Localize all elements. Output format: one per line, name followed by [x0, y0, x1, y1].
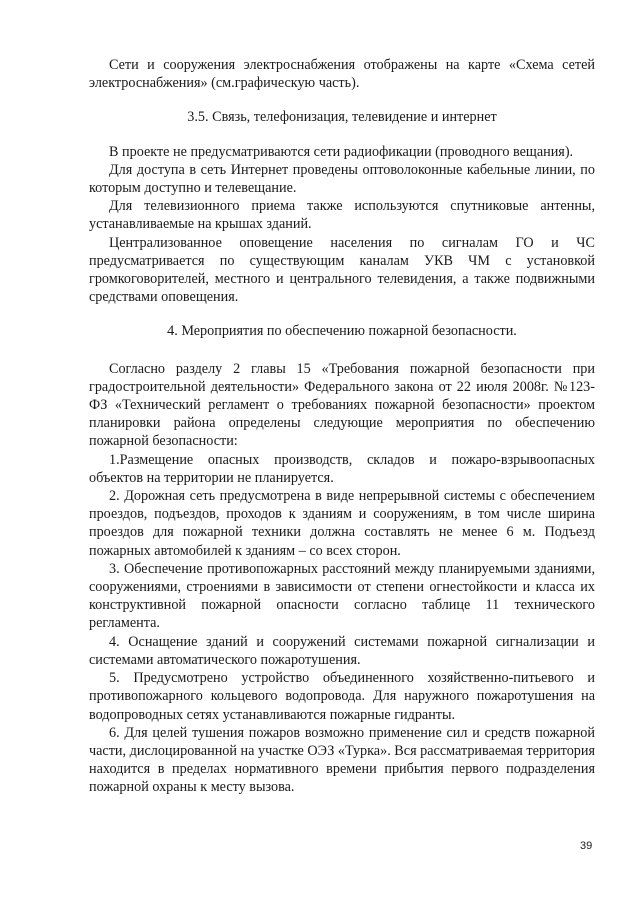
paragraph-satellite-tv: Для телевизионного приема также используются спутниковые антенны, устанавливаемые на крышах зданий.: [89, 198, 595, 233]
section-heading-communications: 3.5. Связь, телефонизация, телевидение и интернет: [187, 109, 497, 126]
document-page: [89, 56, 595, 797]
paragraph-no-radio: В проекте не предусматриваются сети радиофикации (проводного вещания).: [109, 143, 574, 160]
section-heading-fire-safety: 4. Мероприятия по обеспечению пожарной безопасности.: [167, 323, 517, 340]
fire-safety-item-1: 1.Размещение опасных производств, складов и пожаро-взрывоопасных объектов на территории не планируется.: [89, 451, 595, 486]
paragraph-fire-safety-intro: Согласно разделу 2 главы 15 «Требования пожарной безопасности при градостроительной деятельности» Федерального закона от 22 июля 2008г. №123-ФЗ «Технический регламент о требованиях пожарной безопасности» проектом планировки района определены следующие мероприятия по обеспечению пожарной безопасности:: [89, 360, 595, 450]
paragraph-civil-defense-alert: Централизованное оповещение населения по сигналам ГО и ЧС предусматривается по существующим каналам УКВ ЧМ с установкой громкоговорителей, местного и центрального телевидения, а также подвижными средствами оповещения.: [89, 234, 595, 306]
fire-safety-item-5: 5. Предусмотрено устройство объединенного хозяйственно-питьевого и противопожарного кольцевого водопровода. Для наружного пожаротушения на водопроводных сетях устанавливаются пожарные гидранты.: [89, 670, 595, 723]
fire-safety-item-2: 2. Дорожная сеть предусмотрена в виде непрерывной системы с обеспечением проездов, подъездов, проходов к зданиям и сооружениям, в том числе ширина проездов для пожарной техники должна составлять не менее 6 м. Подъезд пожарных автомобилей к зданиям – со всех сторон.: [89, 488, 595, 559]
fire-safety-item-4: 4. Оснащение зданий и сооружений системами пожарной сигнализации и системами автоматического пожаротушения.: [89, 633, 595, 668]
fire-safety-item-6: 6. Для целей тушения пожаров возможно применение сил и средств пожарной части, дислоцированной на участке ОЭЗ «Турка». Вся рассматриваемая территория находится в пределах нормативного времени прибытия первого подразделения пожарной охраны к месту вызова.: [89, 724, 595, 796]
paragraph-electric-networks: Сети и сооружения электроснабжения отображены на карте «Схема сетей электроснабжения» (см.графическую часть).: [89, 57, 595, 92]
fire-safety-item-3: 3. Обеспечение противопожарных расстояний между планируемыми зданиями, сооружениями, строениями в зависимости от степени огнестойкости и класса их конструктивной пожарной опасности согласно таблице 11 технического регламента.: [89, 560, 595, 632]
paragraph-internet: Для доступа в сеть Интернет проведены оптоволоконные кабельные линии, по которым доступно и телевещание.: [89, 161, 595, 197]
page-number: 39: [580, 840, 593, 852]
